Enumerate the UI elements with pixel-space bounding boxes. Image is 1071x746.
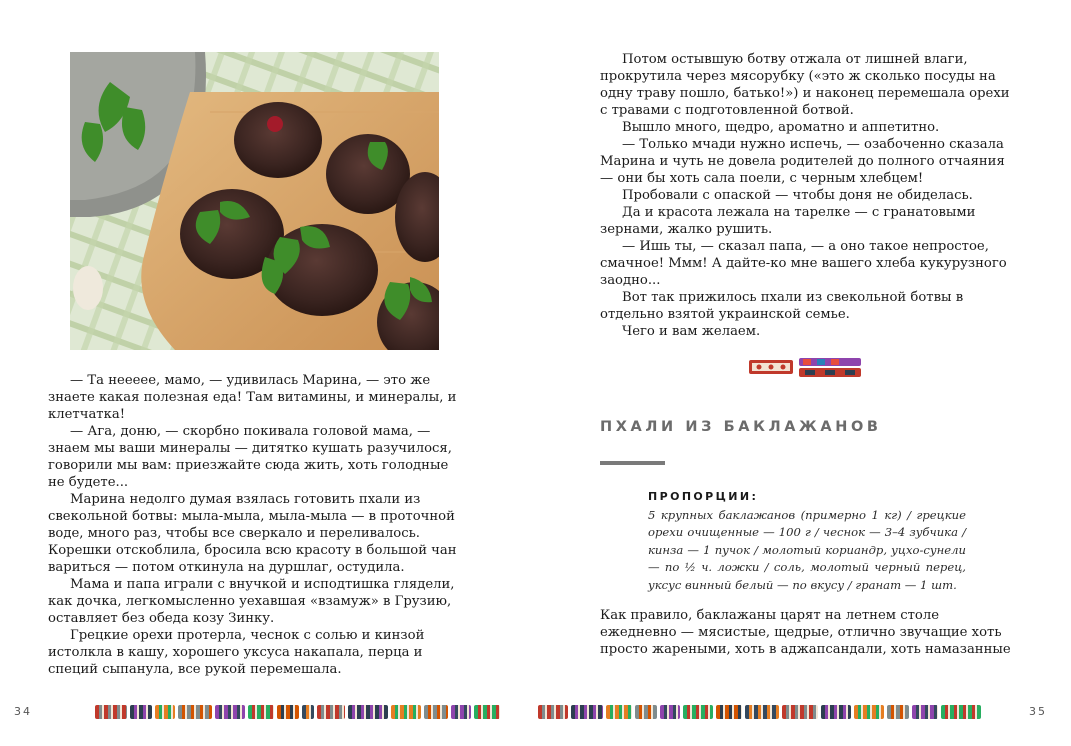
ornament-tile (248, 705, 274, 719)
ornament-tile (941, 705, 981, 719)
ornament-tile (474, 705, 500, 719)
ornament-tile (155, 705, 175, 719)
left-page-text (48, 372, 462, 678)
proportions-label: ПРОПОРЦИИ: (648, 490, 759, 503)
ornament-tile (854, 705, 884, 719)
paragraph: — Та нееeee, мамо, — удивилась Марина, — это же знаете какая полезная еда! Там витамины, и минералы, и клетчатка! (48, 373, 457, 422)
footer-ornament-right (538, 705, 981, 719)
ornament-tile (215, 705, 245, 719)
ornament-tile (887, 705, 909, 719)
paragraph: Вот так прижилось пхали из свекольной ботвы в отдельно взятой украинской семье. (600, 290, 964, 322)
ornament-tile (424, 705, 448, 719)
ornament-tile (348, 705, 388, 719)
title-divider (600, 461, 665, 465)
ornament-tile (178, 705, 212, 719)
ornament-tile (571, 705, 603, 719)
page-number-right: 35 (1029, 705, 1047, 718)
paragraph: Потом остывшую ботву отжала от лишней влаги, прокрутила через мясорубку («это ж сколько посуды на одну траву пошло, батько!») и наконец перемешала орехи с травами с подготовленной ботвой. (600, 52, 1010, 118)
right-page-text (600, 51, 1012, 340)
ornament-tile (606, 705, 632, 719)
proportions-text: 5 крупных баклажанов (примерно 1 кг) / грецкие орехи очищенные — 100 г / чеснок — 3–4 зубчика / кинза — 1 пучок / молотый кориандр, уцхо-сунели — по ½ ч. ложки / соль, молотый черный перец, уксус винный белый — по вкусу / гранат — 1 шт. (648, 508, 966, 592)
ornament-tile (912, 705, 938, 719)
ornament-tile (277, 705, 299, 719)
ornament-tile (683, 705, 713, 719)
paragraph: Мама и папа играли с внучкой и исподтишка глядели, как дочка, легкомысленно уехавшая «взамуж» в Грузию, оставляет без обеда козу Зинку. (48, 577, 455, 626)
paragraph: Марина недолго думая взялась готовить пхали из свекольной ботвы: мыла-мыла, мыла-мыла — в проточной воде, много раз, чтобы все сверкало и переливалось. Корешки отскоблила, бросила всю красоту в большой чан вариться — потом откинула на дуршлаг, остудила. (48, 492, 457, 575)
paragraph: — Только мчади нужно испечь, — озабоченно сказала Марина и чуть не довела родителей до полного отчаяния — они бы хоть сала поели, с черным хлебцем! (600, 137, 1005, 186)
ornament-tile (635, 705, 657, 719)
ornament-tile (451, 705, 471, 719)
ornament-tile (130, 705, 152, 719)
paragraph: Вышло много, щедро, ароматно и аппетитно. (622, 120, 940, 135)
footer-ornament-left (95, 705, 500, 719)
ornament-tile (716, 705, 742, 719)
ornament-tile (391, 705, 421, 719)
paragraph: Да и красота лежала на тарелке — с гранатовыми зернами, жалко рушить. (600, 205, 976, 237)
paragraph: Грецкие орехи протерла, чеснок с солью и кинзой истолкла в кашу, хорошего уксуса накапала, перца и специй сыпанула, все рукой перемешала. (48, 628, 425, 677)
pkhali-photo (70, 52, 439, 350)
paragraph: — Ага, доню, — скорбно покивала головой мама, — знаем мы ваши минералы — дитятко кушать разучилося, говорили мы вам: приезжайте сюда жить, хоть голодные не будете... (48, 424, 452, 490)
ornament-tile (745, 705, 779, 719)
ornament-tile (821, 705, 851, 719)
recipe-intro-text: Как правило, баклажаны царят на летнем столе ежедневно — мясистые, щедрые, отлично звучащие хоть просто жареными, хоть в аджапсандали, хоть намазанные (600, 608, 1011, 657)
paragraph: — Ишь ты, — сказал папа, — а оно такое непростое, смачное! Ммм! А дайте-ко мне вашего хлеба кукурузного заодно... (600, 239, 1007, 288)
page-number-left: 34 (14, 705, 32, 718)
ornament-tile (782, 705, 818, 719)
ornament-tile (95, 705, 127, 719)
paragraph: Чего и вам желаем. (622, 324, 761, 339)
ornament-tile (538, 705, 568, 719)
ornament-tile (660, 705, 680, 719)
recipe-title: ПХАЛИ ИЗ БАКЛАЖАНОВ (600, 419, 882, 435)
ornament-tile (317, 705, 345, 719)
ornament-tile (302, 705, 314, 719)
paragraph: Пробовали с опаской — чтобы доня не обиделась. (622, 188, 973, 203)
ornament-divider (749, 356, 863, 378)
